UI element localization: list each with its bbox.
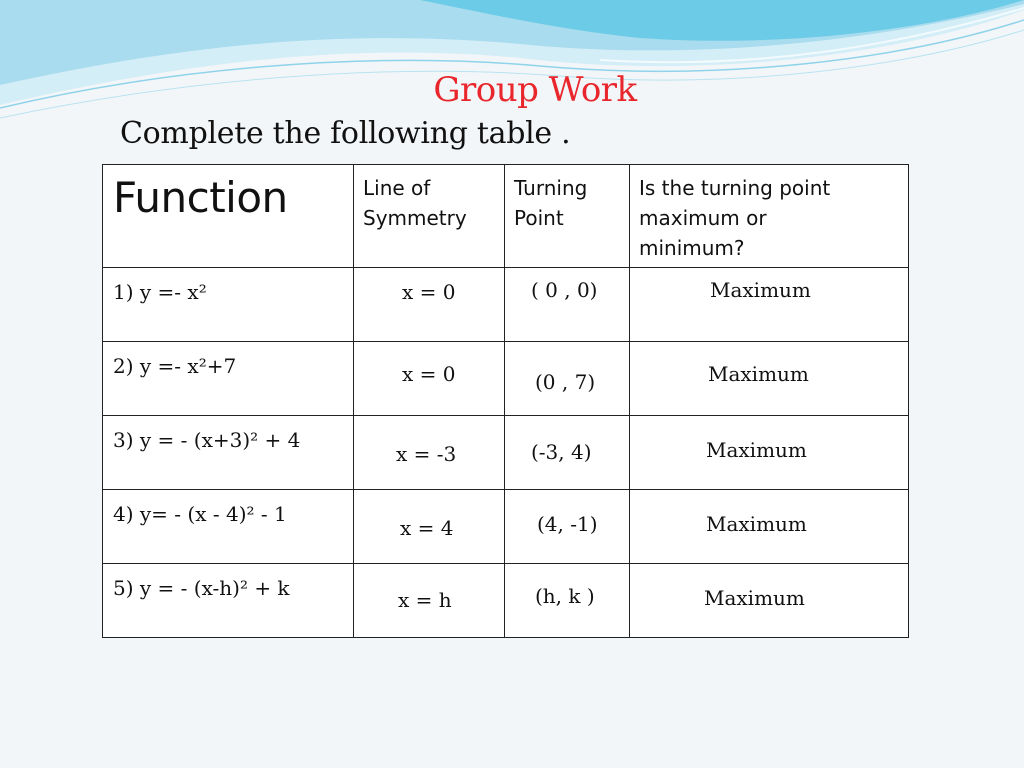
header-turning-line1: Turning — [514, 176, 588, 200]
table-row — [103, 564, 909, 638]
turning-point-cell: (-3, 4) — [531, 440, 592, 464]
turning-point-cell: ( 0 , 0) — [531, 278, 598, 302]
header-symmetry-line2: Symmetry — [363, 206, 467, 230]
symmetry-cell: x = 0 — [402, 280, 456, 304]
table-row — [103, 268, 909, 342]
symmetry-cell: x = h — [398, 588, 452, 612]
turning-point-cell: (h, k ) — [535, 584, 595, 608]
function-cell: 2) y =- x²+7 — [113, 354, 237, 378]
header-symmetry — [354, 165, 505, 268]
table-row — [103, 416, 909, 490]
max-min-cell: Maximum — [706, 512, 807, 536]
max-min-cell: Maximum — [708, 362, 809, 386]
turning-point-cell: (0 , 7) — [535, 370, 596, 394]
symmetry-cell: x = 0 — [402, 362, 456, 386]
header-turning-line2: Point — [514, 206, 564, 230]
header-maxmin-line3: minimum? — [639, 236, 745, 260]
symmetry-cell: x = 4 — [400, 516, 454, 540]
header-max-min — [630, 165, 909, 268]
function-cell: 5) y = - (x-h)² + k — [113, 576, 290, 600]
header-function — [103, 165, 354, 268]
header-turning-point — [505, 165, 630, 268]
turning-point-cell: (4, -1) — [537, 512, 598, 536]
max-min-cell: Maximum — [710, 278, 811, 302]
symmetry-cell: x = -3 — [396, 442, 457, 466]
function-cell: 4) y= - (x - 4)² - 1 — [113, 502, 287, 526]
header-function-label: Function — [113, 173, 288, 222]
function-cell: 3) y = - (x+3)² + 4 — [113, 428, 301, 452]
quadratic-table — [102, 164, 909, 638]
table-header-row — [103, 165, 909, 268]
slide-title: Group Work — [433, 70, 637, 110]
decorative-wave-banner — [0, 0, 1024, 130]
instruction-text: Complete the following table . — [120, 116, 571, 151]
max-min-cell: Maximum — [704, 586, 805, 610]
table-row — [103, 490, 909, 564]
function-cell: 1) y =- x² — [113, 280, 207, 304]
header-maxmin-line2: maximum or — [639, 206, 767, 230]
table-row — [103, 342, 909, 416]
max-min-cell: Maximum — [706, 438, 807, 462]
header-symmetry-line1: Line of — [363, 176, 431, 200]
header-maxmin-line1: Is the turning point — [639, 176, 831, 200]
